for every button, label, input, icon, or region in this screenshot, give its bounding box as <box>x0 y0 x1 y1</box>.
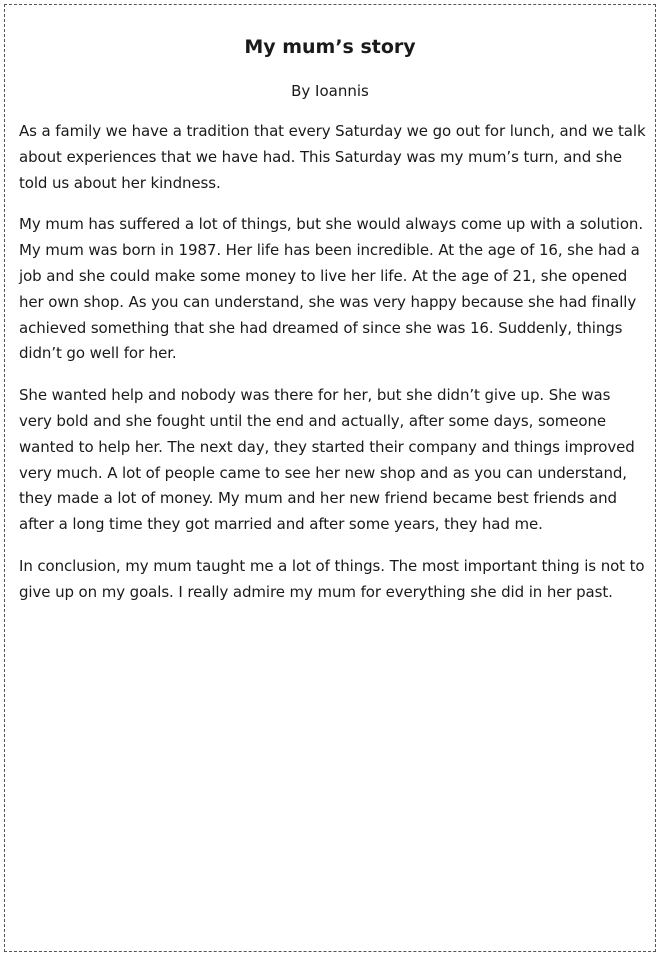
paragraph-3: She wanted help and nobody was there for her, but she didn’t give up. She was very bold and she fought until the end and actually, after some days, someone wanted to help her. The next day, they started their company and things improved very much. A lot of people came to see her new shop and as you can understand, they made a lot of money. My mum and her new friend became best friends and after a long time they got married and after some years, they had me. <box>19 386 635 534</box>
paragraph-4: In conclusion, my mum taught me a lot of things. The most important thing is not to give up on my goals. I really admire my mum for everything she did in her past. <box>19 556 645 601</box>
paragraph-1: As a family we have a tradition that every Saturday we go out for lunch, and we talk about experiences that we have had. This Saturday was my mum’s turn, and she told us about her kindness. <box>19 122 646 192</box>
story-title: My mum’s story <box>244 36 416 58</box>
story-author: By Ioannis <box>291 82 369 100</box>
story-sheet <box>4 4 656 952</box>
story-body <box>19 119 647 622</box>
paragraph-2: My mum has suffered a lot of things, but she would always come up with a solution. My mum was born in 1987. Her life has been incredible. At the age of 16, she had a job and she could make some money to live her life. At the age of 21, she opened her own shop. As you can understand, she was very happy because she had finally achieved something that she had dreamed of since she was 16. Suddenly, things didn’t go well for her. <box>19 215 643 363</box>
